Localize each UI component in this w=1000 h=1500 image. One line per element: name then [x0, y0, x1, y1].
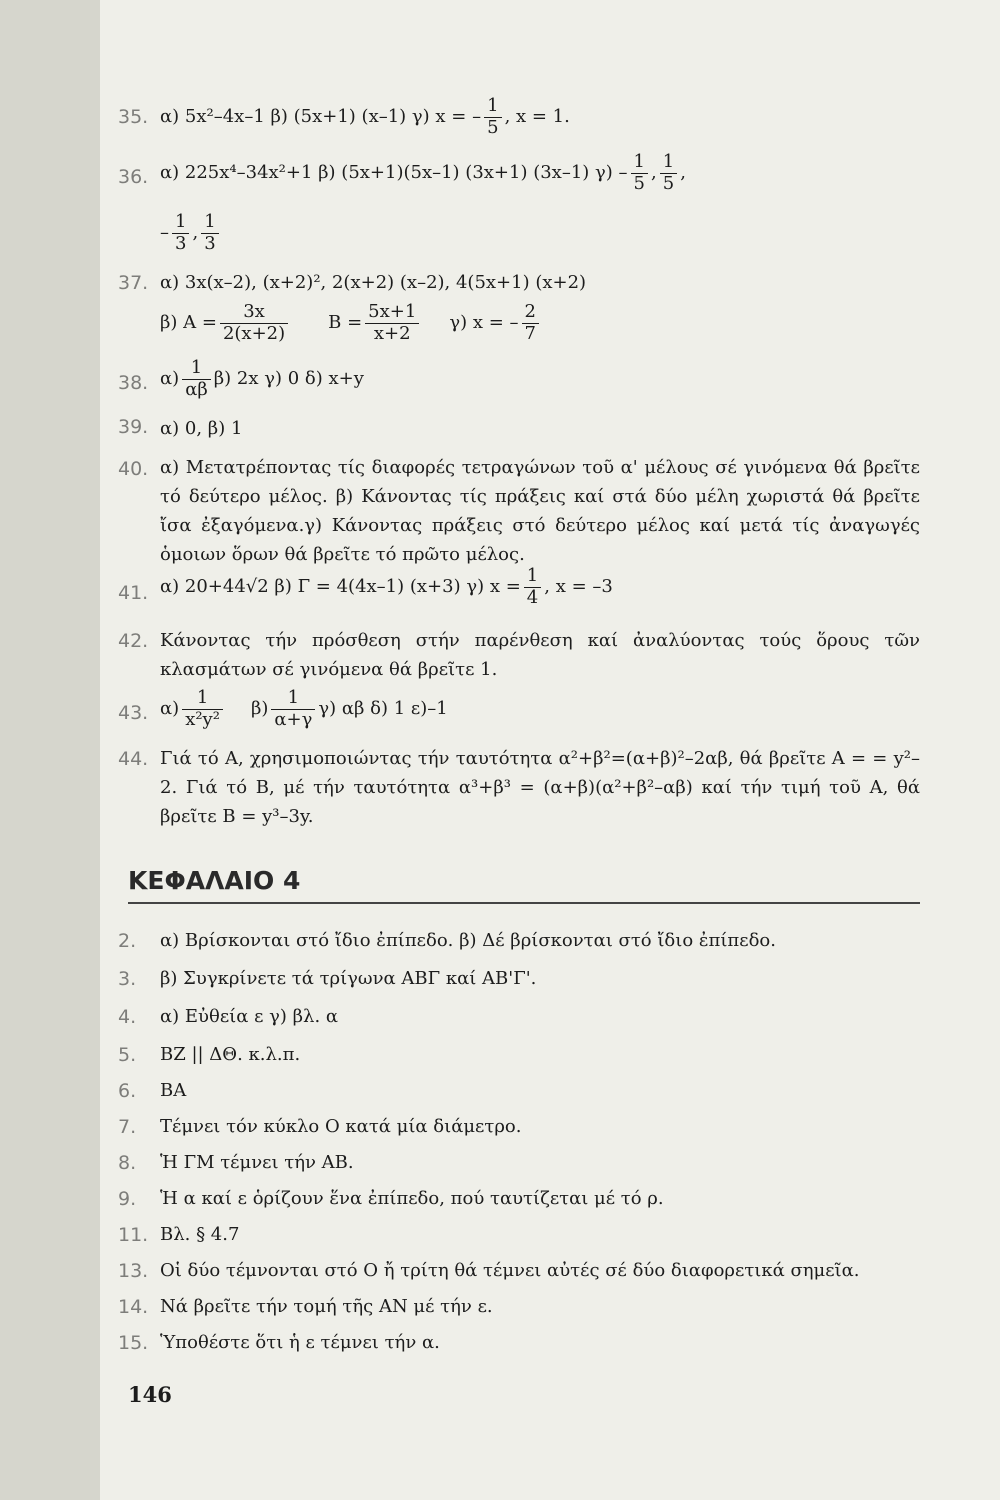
item-number: 14.: [118, 1296, 149, 1318]
fraction: $\frac{1}{\alpha\beta}$: [182, 358, 211, 400]
fraction: $\frac{2}{7}$: [522, 302, 539, 344]
answer-36: α) 225x⁴–34x²+1 β) (5x+1)(5x–1) (3x+1) (3x–1) γ) – $\frac{1}{5}$ , $\frac{1}{5}$ ,: [160, 151, 686, 194]
fraction: $\frac{1}{3}$: [172, 212, 189, 254]
item-number: 38.: [118, 372, 149, 394]
item-number: 8.: [118, 1152, 137, 1174]
item-number: 37.: [118, 272, 149, 294]
ch4-answer-6: ΒΑ: [160, 1080, 187, 1101]
item-number: 15.: [118, 1332, 149, 1354]
answer-35: α) 5x²–4x–1 β) (5x+1) (x–1) γ) x = – $\frac{1}{5}$ , x = 1.: [160, 95, 570, 138]
ch4-answer-7: Τέμνει τόν κύκλο Ο κατά μία διάμετρο.: [160, 1116, 522, 1137]
item-number: 3.: [118, 968, 137, 990]
item-number: 43.: [118, 702, 149, 724]
book-spine: [0, 0, 100, 1500]
item-number: 5.: [118, 1044, 137, 1066]
item-number: 7.: [118, 1116, 137, 1138]
item-number: 41.: [118, 582, 149, 604]
answer-43: α) $\frac{1}{\text{x²y²}}$ β) $\frac{1}{\alpha+\gamma}$ γ) αβ δ) 1 ε)–1: [160, 687, 448, 730]
ch4-answer-5: ΒΖ || ΔΘ. κ.λ.π.: [160, 1044, 301, 1065]
item-number: 4.: [118, 1006, 137, 1028]
fraction: $\frac{1}{5}$: [484, 96, 501, 138]
ch4-answer-15: Ὑποθέστε ὅτι ἡ ε τέμνει τήν α.: [160, 1332, 440, 1353]
item-number: 40.: [118, 458, 149, 480]
fraction: $\frac{5x+1}{x+2}$: [365, 302, 419, 344]
ch4-answer-11: Βλ. § 4.7: [160, 1224, 240, 1245]
answer-40: α) Μετατρέποντας τίς διαφορές τετραγώνων τοῦ α' μέλους σέ γινόμενα θά βρεῖτε τό δεύτερο μέλος. β) Κάνοντας τίς πράξεις καί στά δύο μέλη χωριστά θά βρεῖτε ἴσα ἐξαγόμενα.γ) Κάνοντας πράξεις στό δεύτερο μέλος καί μετά τίς ἀναγωγές ὁμοιων ὅρων θά βρεῖτε τό πρῶτο μέλος.: [160, 457, 920, 565]
item-number: 36.: [118, 166, 149, 188]
item-number: 35.: [118, 106, 149, 128]
ch4-answer-4: α) Εὐθεία ε γ) βλ. α: [160, 1006, 339, 1027]
fraction: $\frac{1}{5}$: [660, 152, 677, 194]
answer-38: α) $\frac{1}{\alpha\beta}$ β) 2x γ) 0 δ) x+y: [160, 357, 364, 400]
answer-36-cont: – $\frac{1}{3}$ , $\frac{1}{3}$: [160, 212, 222, 254]
fraction: $\frac{1}{5}$: [631, 152, 648, 194]
answer-35-text: α) 5x²–4x–1 β) (5x+1) (x–1) γ) x = –: [160, 106, 482, 128]
ch4-answer-13: Οἱ δύο τέμνονται στό Ο ἤ τρίτη θά τέμνει αὐτές σέ δύο διαφορετικά σημεῖα.: [160, 1260, 860, 1281]
item-number: 9.: [118, 1188, 137, 1210]
ch4-answer-3: β) Συγκρίνετε τά τρίγωνα ΑΒΓ καί ΑΒ'Γ'.: [160, 968, 537, 989]
ch4-answer-8: Ἡ ΓΜ τέμνει τήν ΑΒ.: [160, 1152, 354, 1173]
fraction: $\frac{1}{3}$: [201, 212, 218, 254]
ch4-answer-2: α) Βρίσκονται στό ἴδιο ἐπίπεδο. β) Δέ βρίσκονται στό ἴδιο ἐπίπεδο.: [160, 930, 776, 951]
item-number: 39.: [118, 416, 149, 438]
item-number: 2.: [118, 930, 137, 952]
item-number: 13.: [118, 1260, 149, 1282]
ch4-answer-9: Ἡ α καί ε ὁρίζουν ἕνα ἐπίπεδο, πού ταυτίζεται μέ τό ρ.: [160, 1188, 664, 1209]
item-number: 42.: [118, 630, 149, 652]
answer-41: α) 20+44√2 β) Γ = 4(4x–1) (x+3) γ) x = $\frac{1}{4}$ , x = –3: [160, 565, 613, 608]
item-number: 6.: [118, 1080, 137, 1102]
fraction: $\frac{1}{\text{x²y²}}$: [182, 688, 223, 730]
fraction: $\frac{3x}{2(x+2)}$: [220, 302, 288, 344]
page-number: 146: [128, 1382, 172, 1407]
answer-44: Γιά τό Α, χρησιμοποιώντας τήν ταυτότητα α²+β²=(α+β)²–2αβ, θά βρεῖτε Α = = y²–2. Γιά τό Β, μέ τήν ταυτότητα α³+β³ = (α+β)(α²+β²–αβ) καί τήν τιμή τοῦ Α, θά βρεῖτε Β = y³–3y.: [160, 748, 920, 827]
answer-39: α) 0, β) 1: [160, 418, 243, 439]
fraction: $\frac{1}{4}$: [524, 566, 541, 608]
chapter-title: ΚΕΦΑΛΑΙΟ 4: [128, 866, 301, 895]
answer-42: Κάνοντας τήν πρόσθεση στήν παρένθεση καί ἀναλύοντας τούς ὅρους τῶν κλασμάτων σέ γινόμενα θά βρεῖτε 1.: [160, 630, 920, 680]
item-number: 44.: [118, 748, 149, 770]
fraction: $\frac{1}{\alpha+\gamma}$: [271, 688, 315, 730]
ch4-answer-14: Νά βρεῖτε τήν τομή τῆς ΑΝ μέ τήν ε.: [160, 1296, 493, 1317]
item-number: 11.: [118, 1224, 149, 1246]
answer-37-b: β) A = $\frac{3x}{2(x+2)}$ B = $\frac{5x+1}{x+2}$ γ) x = – $\frac{2}{7}$: [160, 302, 542, 344]
chapter-divider: [128, 902, 920, 904]
answer-37: α) 3x(x–2), (x+2)², 2(x+2) (x–2), 4(5x+1) (x+2): [160, 272, 587, 293]
